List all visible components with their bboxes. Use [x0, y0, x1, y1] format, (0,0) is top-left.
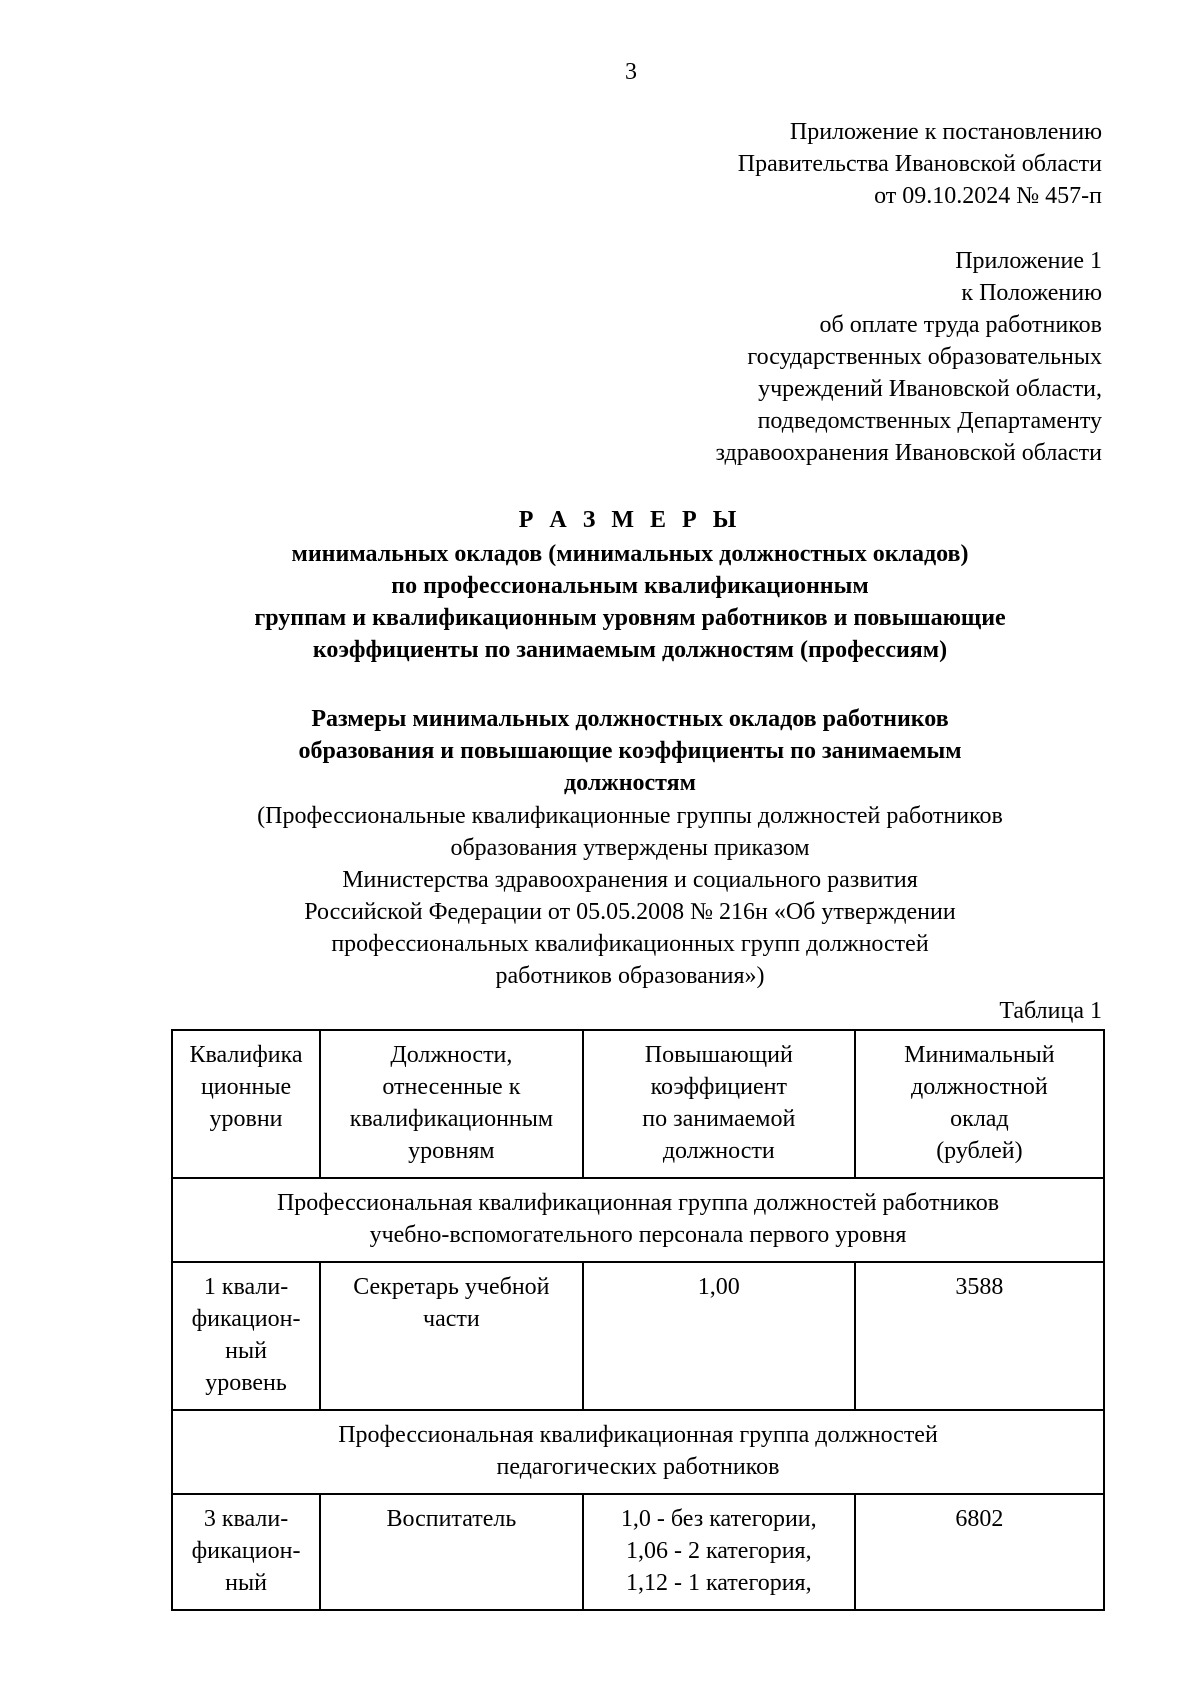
section-note: (Профессиональные квалификационные группы должностей работников образования утверждены приказом Министерства здравоохранения и социального развития Российской Федерации от 05.05.2008 № 216н «Об утверждении профессиональных квалификационных групп должностей работников образования») — [257, 803, 1003, 989]
cell-coefficient: 1,0 - без категории, 1,06 - 2 категория, 1,12 - 1 категория, — [583, 1494, 855, 1610]
header-salary: Минимальный должностной оклад (рублей) — [855, 1030, 1104, 1178]
page-number: 3 — [625, 59, 637, 85]
table-header-row — [172, 1030, 1104, 1178]
cell-coefficient: 1,00 — [583, 1262, 855, 1410]
header-coefficient: Повышающий коэффициент по занимаемой должности — [583, 1030, 855, 1178]
group-title: Профессиональная квалификационная группа должностей работников учебно-вспомогательного персонала первого уровня — [172, 1178, 1104, 1262]
table-row — [172, 1494, 1104, 1610]
salary-table — [171, 1029, 1105, 1611]
appendix-header: Приложение к постановлению Правительства Ивановской области от 09.10.2024 № 457-п — [737, 119, 1102, 209]
cell-level: 3 квали- фикацион- ный — [172, 1494, 320, 1610]
cell-salary: 6802 — [855, 1494, 1104, 1610]
group-title-row — [172, 1178, 1104, 1262]
cell-level: 1 квали- фикацион- ный уровень — [172, 1262, 320, 1410]
table-label: Таблица 1 — [999, 998, 1102, 1024]
cell-position: Секретарь учебной части — [320, 1262, 583, 1410]
cell-salary: 3588 — [855, 1262, 1104, 1410]
group-title-row — [172, 1410, 1104, 1494]
group-title: Профессиональная квалификационная группа должностей педагогических работников — [172, 1410, 1104, 1494]
header-positions: Должности, отнесенные к квалификационным уровням — [320, 1030, 583, 1178]
table-row — [172, 1262, 1104, 1410]
document-subtitle: минимальных окладов (минимальных должностных окладов) по профессиональным квалификационным группам и квалификационным уровням работников и повышающие коэффициенты по занимаемым должностям (профессиям) — [254, 541, 1006, 663]
appendix1-header: Приложение 1 к Положению об оплате труда работников государственных образовательных учреждений Ивановской области, подведомственных Департаменту здравоохранения Ивановской области — [715, 248, 1102, 466]
header-levels: Квалифика ционные уровни — [172, 1030, 320, 1178]
cell-position: Воспитатель — [320, 1494, 583, 1610]
section-heading: Размеры минимальных должностных окладов работников образования и повышающие коэффициенты по занимаемым должностям — [298, 706, 962, 796]
document-title: Р А З М Е Р Ы — [518, 507, 742, 533]
